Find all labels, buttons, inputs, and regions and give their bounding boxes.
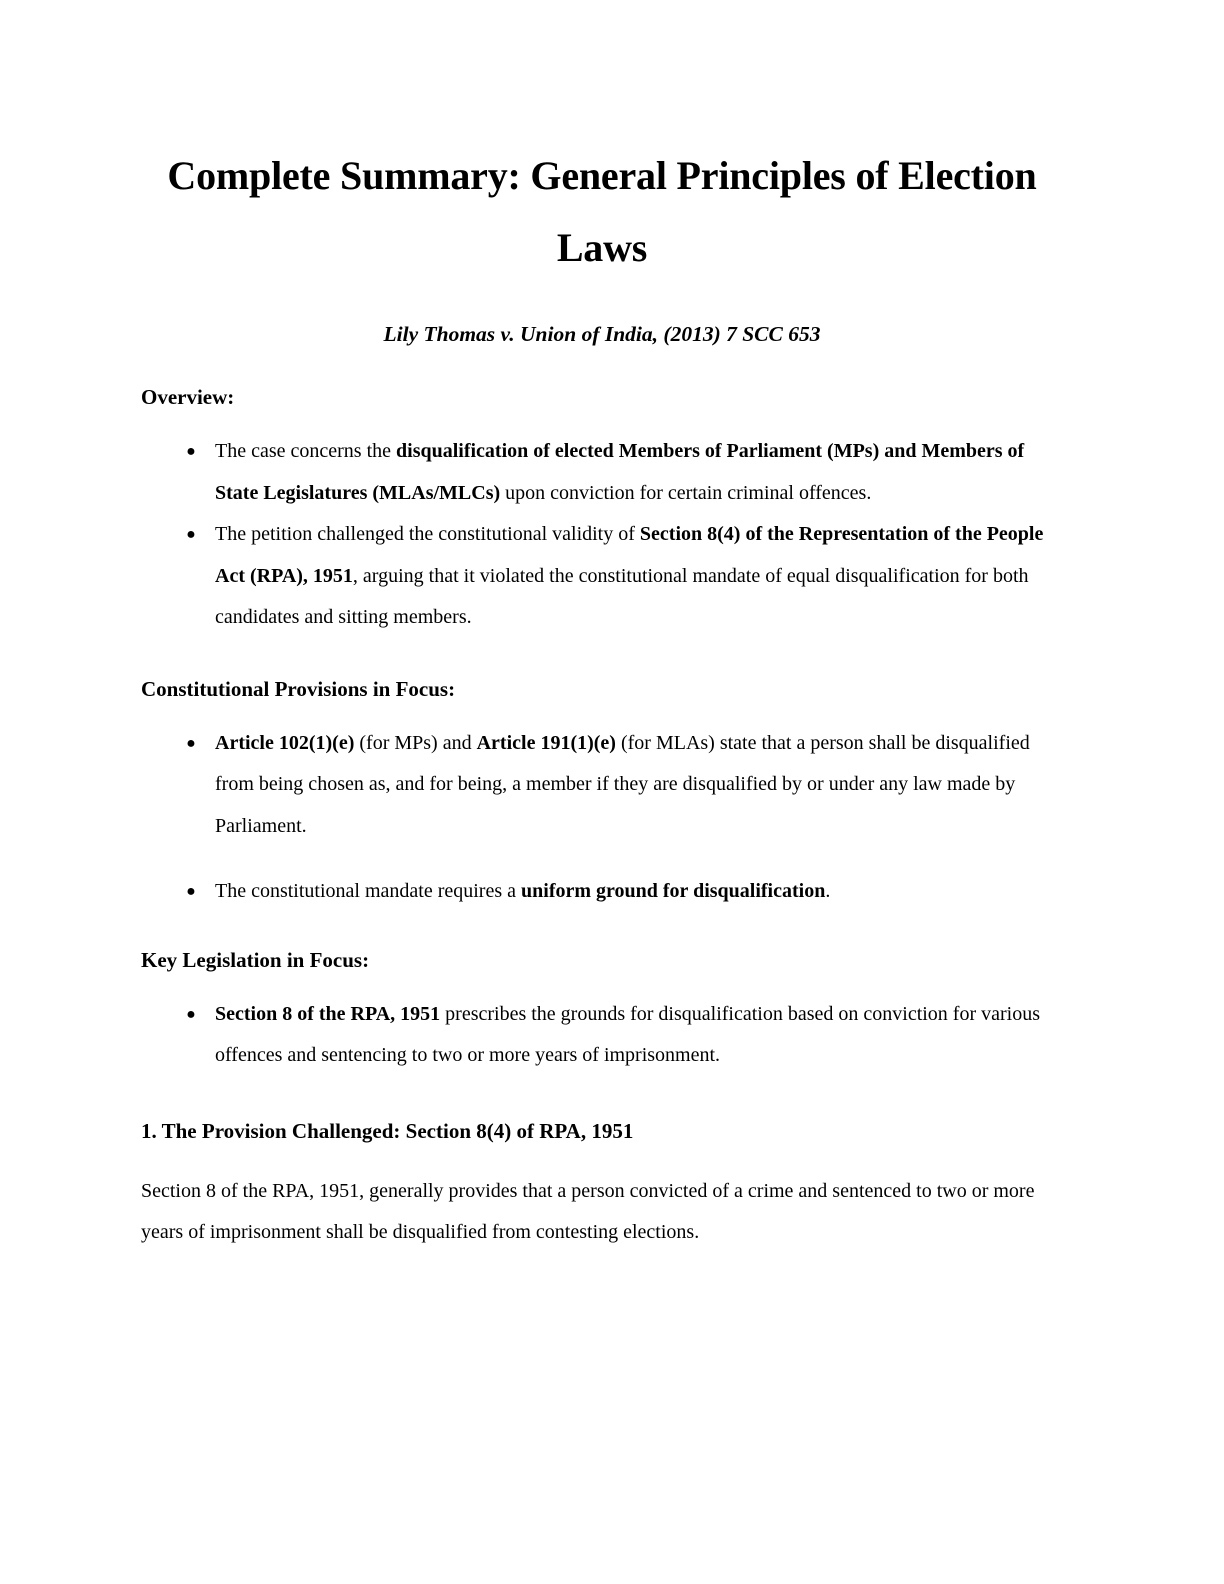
constitutional-provisions-bullet-list [141, 703, 1063, 913]
emphasis-text: Section 8(4) of the Representation of the People Act (RPA), 1951 [215, 523, 1044, 587]
list-item [141, 514, 1063, 639]
emphasis-text: Article 102(1)(e) [215, 731, 355, 754]
overview-bullet-list [141, 411, 1063, 639]
emphasis-text: Section 8 of the RPA, 1951 [215, 1002, 441, 1025]
provision-challenged-paragraph: Section 8 of the RPA, 1951, generally provides that a person convicted of a crime and sentenced to two or more years of imprisonment shall be disqualified from contesting elections. [141, 1179, 1035, 1243]
plain-text: The case concerns the [215, 440, 397, 462]
plain-text: The petition challenged the constitutional validity of [215, 523, 640, 545]
plain-text: (for MLAs) state that a person shall be disqualified from being chosen as, and for being, a member if they are disqualified by or under any law made by Parliament. [215, 731, 1030, 837]
list-item-text [215, 1003, 1040, 1067]
emphasis-text: Article 191(1)(e) [476, 731, 616, 754]
bullet-point-icon: ● [186, 883, 196, 900]
plain-text: (for MPs) and [354, 731, 477, 754]
emphasis-text: disqualification of elected Members of Parliament (MPs) and Members of State Legislatures (MLAs/MLCs) [215, 440, 1025, 504]
plain-text: prescribes the grounds for disqualification based on conviction for various offences and sentencing to two or more years of imprisonment. [215, 1002, 1040, 1066]
list-item-text [215, 880, 830, 902]
section-heading-key-legislation: Key Legislation in Focus: [141, 947, 370, 972]
section-heading-constitutional-provisions: Constitutional Provisions in Focus: [141, 676, 456, 701]
list-item-text [215, 732, 1030, 837]
list-item-text [215, 440, 1024, 504]
list-item [141, 871, 1063, 913]
emphasis-text: uniform ground for disqualification [521, 880, 826, 902]
list-item-text [215, 523, 1043, 628]
bullet-point-icon: ● [186, 1005, 196, 1023]
case-citation-subtitle: Lily Thomas v. Union of India, (2013) 7 SCC 653 [383, 322, 821, 346]
section-heading-overview: Overview: [141, 385, 235, 409]
plain-text: , arguing that it violated the constitutional mandate of equal disqualification for both candidates and sitting members. [215, 564, 1029, 628]
bullet-point-icon: ● [186, 443, 196, 460]
list-item [141, 431, 1063, 514]
plain-text: upon conviction for certain criminal offences. [500, 481, 872, 504]
bullet-point-icon: ● [186, 526, 196, 543]
plain-text: The constitutional mandate requires a [215, 880, 522, 902]
plain-text: . [825, 880, 831, 902]
bullet-point-icon: ● [186, 734, 196, 752]
list-item [141, 994, 1063, 1077]
page-title: Complete Summary: General Principles of Election Laws [167, 153, 1037, 270]
section-heading-provision-challenged: 1. The Provision Challenged: Section 8(4) of RPA, 1951 [141, 1118, 634, 1143]
document-content [141, 0, 1063, 1254]
key-legislation-bullet-list [141, 974, 1063, 1077]
list-item [141, 723, 1063, 848]
